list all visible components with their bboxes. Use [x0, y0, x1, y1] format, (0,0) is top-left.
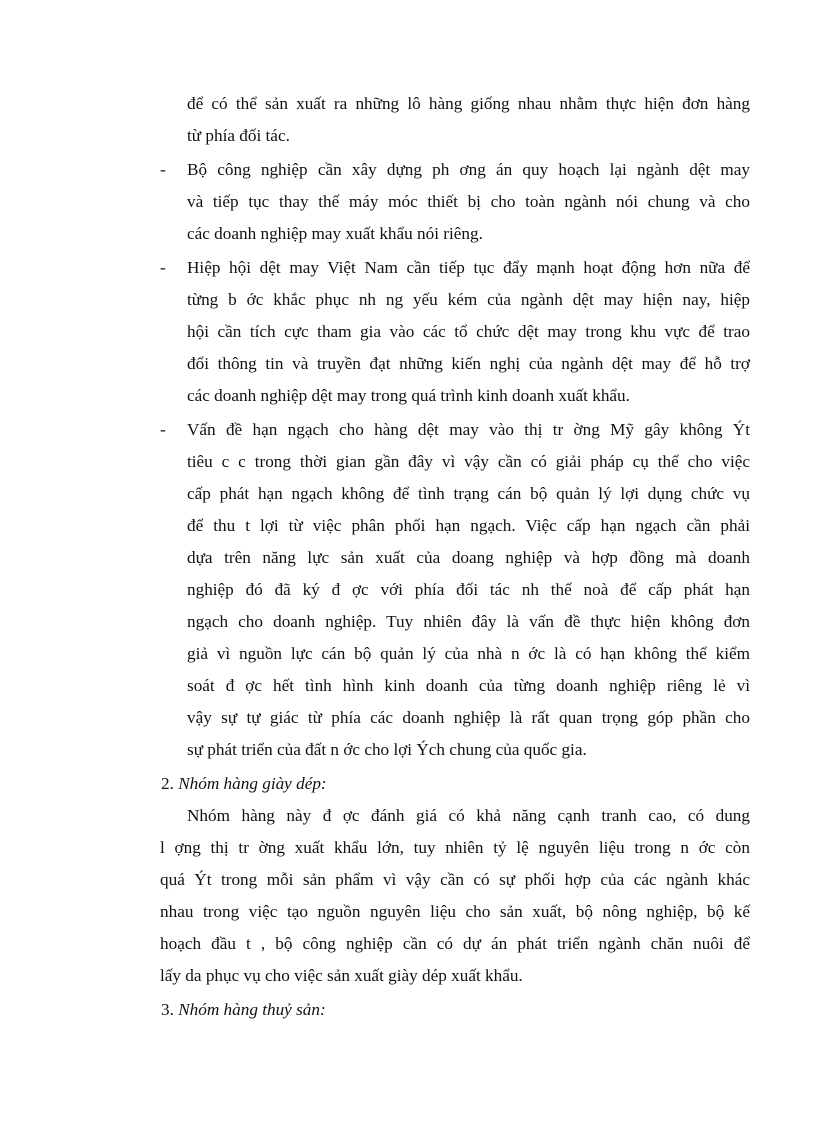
- text-line: soát đ ợc hết tình hình kinh doanh của từng doanh nghiệp riêng lẻ vì: [187, 676, 750, 695]
- text-line: Bộ công nghiệp cần xây dựng ph ơng án quy hoạch lại ngành dệt may: [187, 160, 750, 179]
- text-line: các doanh nghiệp may xuất khẩu nói riêng.: [187, 224, 483, 243]
- text-line: lấy da phục vụ cho việc sản xuất giày dép xuất khẩu.: [160, 966, 523, 985]
- section-title: Nhóm hàng thuỷ sản:: [178, 1000, 326, 1019]
- text-line: Vấn đề hạn ngạch cho hàng dệt may vào thị tr ờng Mỹ gây không Ýt: [187, 420, 750, 439]
- text-line: cấp phát hạn ngạch không để tình trạng cán bộ quản lý lợi dụng chức vụ: [187, 484, 750, 503]
- text-line: hội cần tích cực tham gia vào các tổ chức dệt may trong khu vực để trao: [187, 322, 750, 341]
- text-line: nghiệp đó đã ký đ ợc với phía đối tác nh thế noà để cấp phát hạn: [187, 580, 750, 599]
- text-line: tiêu c c trong thời gian gần đây vì vậy cần có giải pháp cụ thể cho việc: [187, 452, 750, 471]
- text-line: giả vì nguồn lực cán bộ quản lý của nhà n ớc là có hạn không thể kiểm: [187, 644, 750, 663]
- text-line: Hiệp hội dệt may Việt Nam cần tiếp tục đẩy mạnh hoạt động hơn nữa để: [187, 258, 750, 277]
- text-line: Nhóm hàng này đ ợc đánh giá có khả năng cạnh tranh cao, có dung: [187, 806, 750, 825]
- section-number: 2.: [161, 774, 174, 793]
- text-line: để thu t lợi từ việc phân phối hạn ngạch. Việc cấp hạn ngạch cần phải: [187, 516, 750, 535]
- text-line: đổi thông tin và truyền đạt những kiến nghị của ngành dệt may để hỗ trợ: [187, 354, 750, 373]
- section-number: 3.: [161, 1000, 174, 1019]
- text-line: quá Ýt trong mỗi sản phẩm vì vậy cần có sự phối hợp của các ngành khác: [160, 870, 750, 889]
- bullet-marker: -: [160, 258, 166, 277]
- text-line: các doanh nghiệp dệt may trong quá trình kinh doanh xuất khẩu.: [187, 386, 630, 405]
- bullet-marker: -: [160, 160, 166, 179]
- text-line: l ợng thị tr ờng xuất khẩu lớn, tuy nhiên tỷ lệ nguyên liệu trong n ớc còn: [160, 838, 750, 857]
- text-line: dựa trên năng lực sản xuất của doang nghiệp và hợp đồng mà doanh: [187, 548, 750, 567]
- section-heading: [161, 994, 326, 1026]
- section-heading: [161, 768, 327, 800]
- text-line: vậy sự tự giác từ phía các doanh nghiệp là rất quan trọng góp phần cho: [187, 708, 750, 727]
- text-line: từ phía đối tác.: [187, 126, 290, 145]
- text-line: sự phát triển của đất n ớc cho lợi Ých chung của quốc gia.: [187, 740, 587, 759]
- text-line: ngạch cho doanh nghiệp. Tuy nhiên đây là vấn đề thực hiện không đơn: [187, 612, 750, 631]
- text-line: nhau trong việc tạo nguồn nguyên liệu cho sản xuất, bộ nông nghiệp, bộ kế: [160, 902, 750, 921]
- text-line: và tiếp tục thay thế máy móc thiết bị cho toàn ngành nói chung và cho: [187, 192, 750, 211]
- bullet-marker: -: [160, 420, 166, 439]
- section-title: Nhóm hàng giày dép:: [178, 774, 327, 793]
- text-line: để có thể sản xuất ra những lô hàng giống nhau nhằm thực hiện đơn hàng: [187, 94, 750, 113]
- text-line: từng b ớc khắc phục nh ng yếu kém của ngành dệt may hiện nay, hiệp: [187, 290, 750, 309]
- text-line: hoạch đầu t , bộ công nghiệp cần có dự án phát triển ngành chăn nuôi để: [160, 934, 750, 953]
